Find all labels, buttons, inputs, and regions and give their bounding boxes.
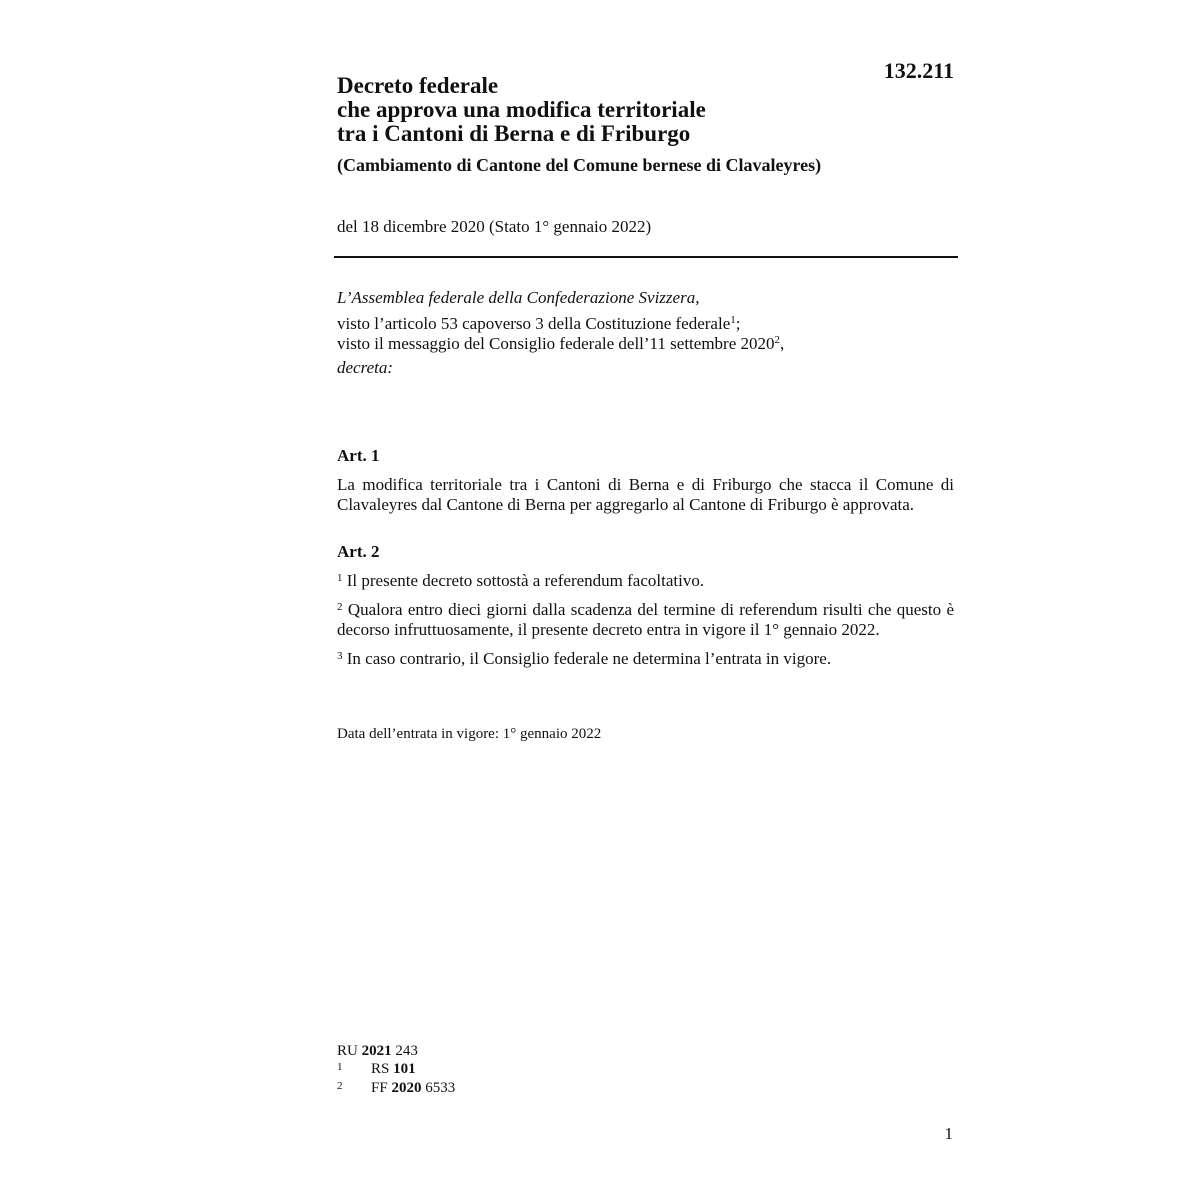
article-2 [337, 542, 954, 669]
title-line-1: Decreto federale [337, 73, 499, 98]
footnote-1-bold: 101 [393, 1061, 416, 1077]
entry-into-force: Data dell’entrata in vigore: 1° gennaio 2022 [337, 726, 602, 742]
preamble-assembly: L’Assemblea federale della Confederazione Svizzera, [337, 288, 700, 307]
horizontal-rule [334, 256, 958, 258]
preamble [337, 288, 957, 378]
paragraph-number-3: 3 [337, 650, 343, 662]
article-2-paragraph-2 [337, 600, 954, 640]
article-2-paragraph-1 [337, 571, 954, 591]
preamble-visto-1 [337, 314, 957, 334]
footnotes [337, 1042, 455, 1098]
footnote-1-number: 1 [337, 1061, 343, 1073]
footnote-ref-1[interactable]: 1 [730, 314, 736, 326]
footnote-2-prefix: FF [371, 1080, 388, 1096]
subtitle: (Cambiamento di Cantone del Comune bernese di Clavaleyres) [337, 155, 822, 175]
article-2-heading: Art. 2 [337, 542, 380, 561]
page-number: 1 [944, 1124, 953, 1143]
article-2-paragraph-3 [337, 649, 954, 669]
article-2-paragraph-1-text: Il presente decreto sottostà a referendum facoltativo. [346, 571, 705, 590]
title-line-3: tra i Cantoni di Berna e di Friburgo [337, 121, 691, 146]
footnote-1-prefix: RS [371, 1061, 390, 1077]
ru-page: 243 [395, 1043, 418, 1059]
paragraph-number-2: 2 [337, 601, 343, 613]
ru-year: 2021 [361, 1043, 392, 1059]
footnote-2 [337, 1079, 455, 1098]
preamble-visto-2-end: , [780, 334, 785, 353]
footnote-ref-2[interactable]: 2 [774, 334, 781, 346]
article-2-paragraph-3-text: In caso contrario, il Consiglio federale ne determina l’entrata in vigore. [346, 649, 832, 668]
footnote-2-rest: 6533 [425, 1080, 456, 1096]
preamble-decreta: decreta: [337, 358, 394, 377]
sr-number: 132.211 [883, 58, 954, 83]
article-1 [337, 446, 954, 515]
title-block [337, 74, 897, 176]
article-1-heading: Art. 1 [337, 446, 380, 465]
preamble-visto-1-text: visto l’articolo 53 capoverso 3 della Costituzione federale [337, 314, 731, 333]
article-1-text: La modifica territoriale tra i Cantoni di Berna e di Friburgo che stacca il Comune di Clavaleyres dal Cantone di Berna per aggregarlo al Cantone di Friburgo è approvata. [337, 475, 954, 514]
footnote-2-number: 2 [337, 1080, 343, 1092]
preamble-visto-1-end: ; [735, 314, 741, 333]
date-line: del 18 dicembre 2020 (Stato 1° gennaio 2022) [337, 217, 652, 236]
paragraph-number-1: 1 [337, 572, 343, 584]
preamble-visto-2 [337, 334, 957, 354]
footnote-2-bold: 2020 [391, 1080, 422, 1096]
preamble-visto-2-text: visto il messaggio del Consiglio federale dell’11 settembre 2020 [337, 334, 775, 353]
title-line-2: che approva una modifica territoriale [337, 97, 706, 122]
article-2-paragraph-2-text: Qualora entro dieci giorni dalla scadenza del termine di referendum risulti che questo è decorso infruttuosamente, il presente decreto entra in vigore il 1° gennaio 2022. [337, 600, 954, 639]
ru-prefix: RU [337, 1043, 358, 1059]
